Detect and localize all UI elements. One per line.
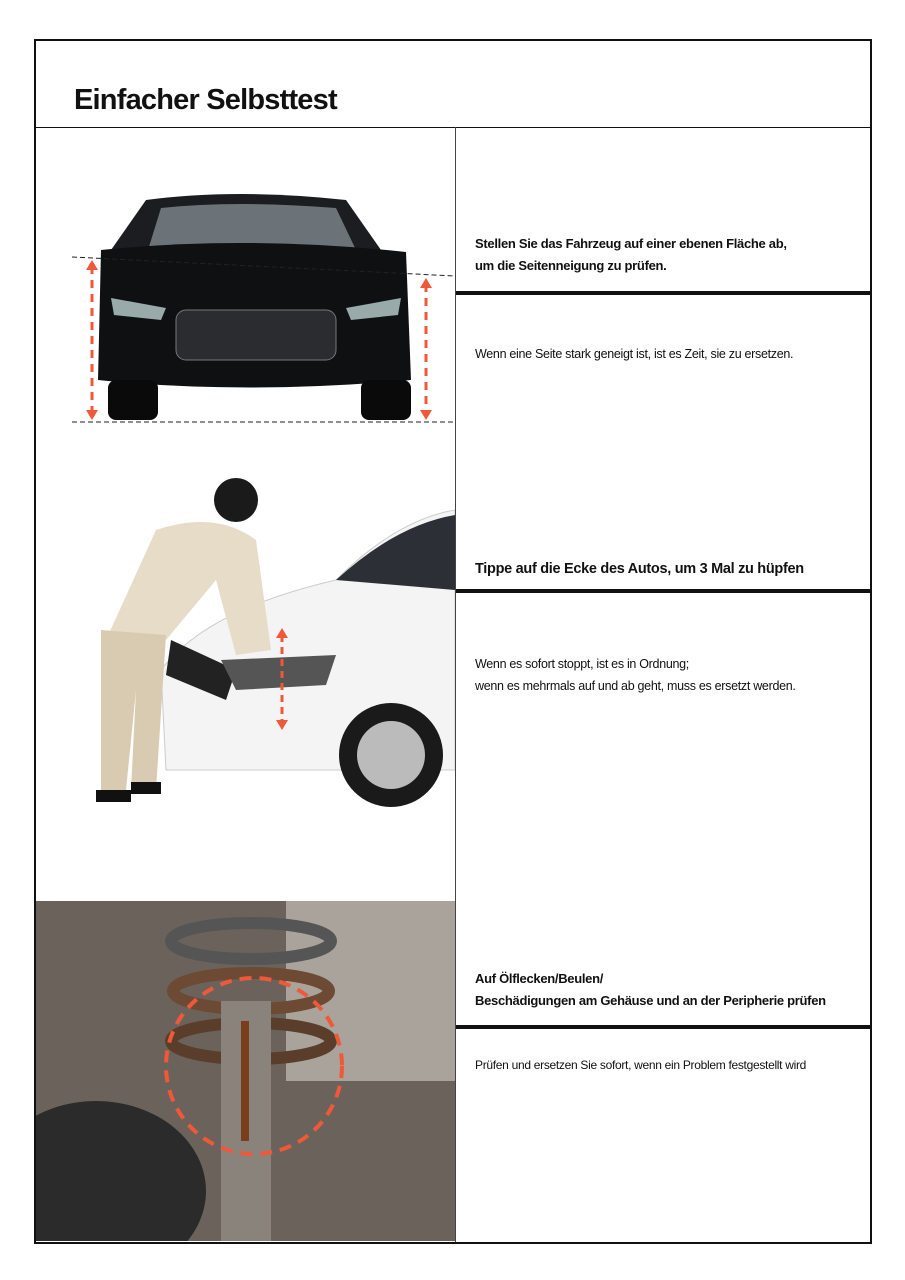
body-line: Wenn eine Seite stark geneigt ist, ist es Zeit, sie zu ersetzen. <box>475 347 794 361</box>
header-divider <box>34 127 870 128</box>
heading-line: Beschädigungen am Gehäuse und an der Peripherie prüfen <box>475 993 826 1008</box>
body-line: Prüfen und ersetzen Sie sofort, wenn ein Problem festgestellt wird <box>475 1058 807 1072</box>
heading-line: um die Seitenneigung zu prüfen. <box>475 258 667 273</box>
car-level-image <box>36 180 455 440</box>
section-1-body <box>475 343 793 365</box>
heading-line: Tippe auf die Ecke des Autos, um 3 Mal zu hüpfen <box>475 561 804 577</box>
body-line: Wenn es sofort stoppt, ist es in Ordnung; <box>475 657 689 671</box>
section-2-divider <box>456 589 870 593</box>
bounce-test-image <box>36 470 455 830</box>
section-2-heading <box>475 558 804 580</box>
page-title: Einfacher Selbsttest <box>74 84 337 116</box>
section-3-body <box>475 1054 806 1076</box>
section-3-divider <box>456 1025 870 1029</box>
heading-line: Stellen Sie das Fahrzeug auf einer ebenen Fläche ab, <box>475 236 787 251</box>
section-1-divider <box>456 291 870 295</box>
section-3-heading <box>475 968 826 1012</box>
heading-line: Auf Ölflecken/Beulen/ <box>475 971 604 986</box>
body-line: wenn es mehrmals auf und ab geht, muss es ersetzt werden. <box>475 679 796 693</box>
shock-absorber-image <box>36 901 455 1241</box>
section-1-heading <box>475 233 787 277</box>
section-2-body <box>475 653 796 697</box>
